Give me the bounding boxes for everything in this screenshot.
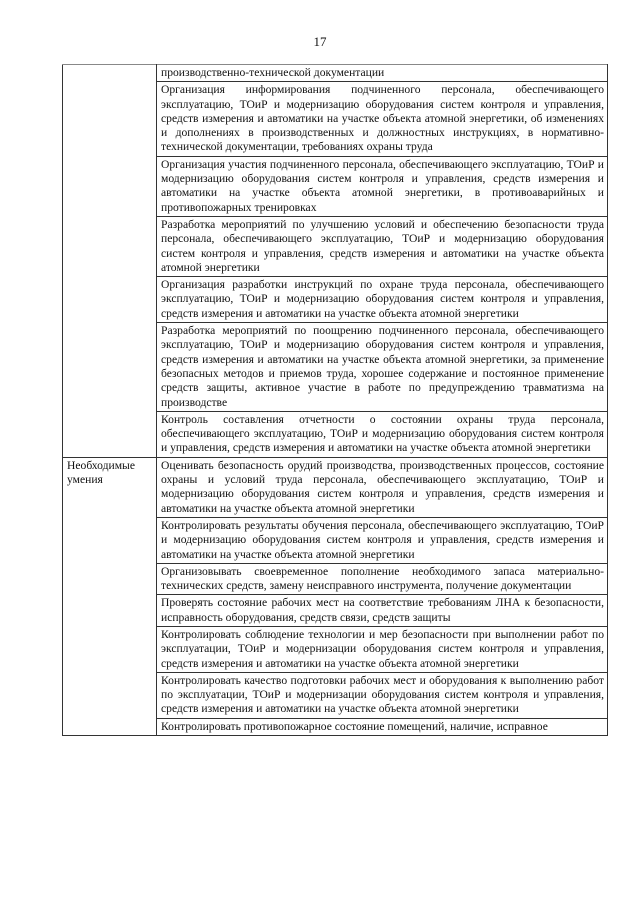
page-number: 17: [313, 34, 327, 49]
table-cell-text: производственно-технической документации: [157, 65, 608, 82]
row-group-label: [63, 65, 157, 458]
table-cell-text: Разработка мероприятий по улучшению условий и обеспечению безопасности труда персонала, обеспечивающего эксплуатацию, ТОиР и модернизацию оборудования систем контроля и управления, средств измерения и автоматики на участке объекта атомной энергетики: [157, 216, 608, 276]
table-cell-text: Контролировать противопожарное состояние помещений, наличие, исправное: [157, 718, 608, 735]
table-cell-text: Организация информирования подчиненного персонала, обеспечивающего эксплуатацию, ТОиР и модернизацию оборудования систем контроля и управления, средств измерения и автоматики на участке объекта атомной энергетики, об изменениях и дополнениях в производственных и должностных инструкциях, в нормативно-технической документации, требованиях охраны труда: [157, 82, 608, 156]
table-row: [63, 65, 608, 82]
table-cell-text: Контролировать соблюдение технологии и мер безопасности при выполнении работ по эксплуатации, ТОиР и модернизации оборудования систем контроля и управления, средств измерения и автоматики на участке объекта атомной энергетики: [157, 626, 608, 672]
table-cell-text: Организация разработки инструкций по охране труда персонала, обеспечивающего эксплуатацию, ТОиР и модернизацию оборудования систем контроля и управления, средств измерения и автоматики на участке объекта атомной энергетики: [157, 277, 608, 323]
row-group-label: Необходимые умения: [63, 457, 157, 735]
table-cell-text: Проверять состояние рабочих мест на соответствие требованиям ЛНА к безопасности, исправность оборудования, средств связи, средств защиты: [157, 595, 608, 627]
table-cell-text: Контролировать качество подготовки рабочих мест и оборудования к выполнению работ по эксплуатации, ТОиР и модернизации оборудования систем контроля и управления, средств измерения и автоматики на участке объекта атомной энергетики: [157, 672, 608, 718]
table-cell-text: Контролировать результаты обучения персонала, обеспечивающего эксплуатацию, ТОиР и модернизацию оборудования систем контроля и управления, средств измерения и автоматики на участке объекта атомной энергетики: [157, 517, 608, 563]
table-cell-text: Организовывать своевременное пополнение необходимого запаса материально-технических средств, замену неисправного инструмента, получение документации: [157, 563, 608, 595]
competency-table: [62, 64, 608, 736]
table-cell-text: Разработка мероприятий по поощрению подчиненного персонала, обеспечивающего эксплуатацию, ТОиР и модернизацию оборудования систем контроля и управления, средств измерения и автоматики на участке объекта атомной энергетики, за применение безопасных методов и приемов труда, хорошее содержание и постоянное применение средств защиты, активное участие в работе по предупреждению травматизма на производстве: [157, 323, 608, 412]
table-row: [63, 457, 608, 517]
table-cell-text: Оценивать безопасность орудий производства, производственных процессов, состояние охраны и условий труда персонала, обеспечивающего эксплуатацию, ТОиР и модернизацию оборудования систем контроля и управления, средств измерения и автоматики на участке объекта атомной энергетики: [157, 457, 608, 517]
table-cell-text: Контроль составления отчетности о состоянии охраны труда персонала, обеспечивающего эксплуатацию, ТОиР и модернизацию оборудования систем контроля и управления, средств измерения и автоматики на участке объекта атомной энергетики: [157, 411, 608, 457]
table-cell-text: Организация участия подчиненного персонала, обеспечивающего эксплуатацию, ТОиР и модернизацию оборудования систем контроля и управления, средств измерения и автоматики на участке объекта атомной энергетики, в противоаварийных и противопожарных тренировках: [157, 156, 608, 216]
